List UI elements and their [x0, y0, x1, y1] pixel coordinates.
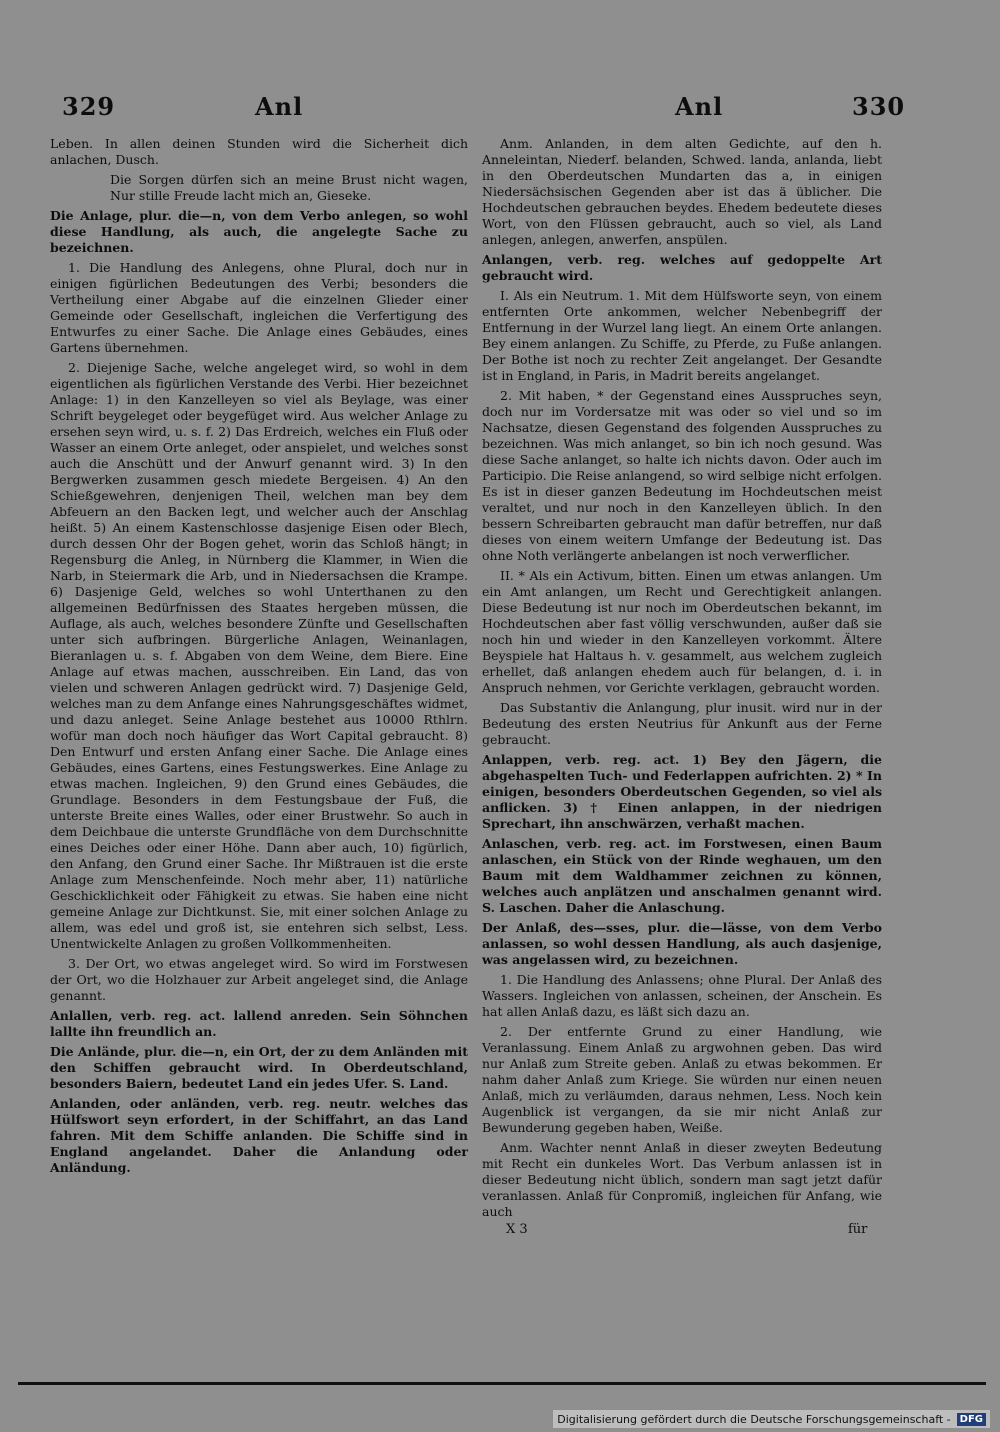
page-number-left: 329	[62, 92, 116, 121]
sense-paragraph: 1. Die Handlung des Anlassens; ohne Plural. Der Anlaß des Wassers. Ingleichen von anlassen, scheinen, der Anschein. Es hat allen Anlaß dazu, es läßt sich dazu an.	[482, 972, 882, 1019]
dictionary-entry: Anlaschen, verb. reg. act. im Forstwesen, einen Baum anlaschen, ein Stück von der Rinde weghauen, um den Baum mit dem Waldhammer zeichnen zu können, welches auch anplätzen und anschalmen genannt wird. S. Laschen. Daher die Anlaschung.	[482, 836, 882, 915]
page-number-right: 330	[852, 92, 906, 121]
sense-paragraph: 2. Der entfernte Grund zu einer Handlung, wie Veranlassung. Einem Anlaß zu argwohnen geben. Das wird nur Anlaß zum Streite geben. Anlaß zu etwas bekommen. Er nahm daher Anlaß zum Kriege. Sie würden nur einen neuen Anlaß, mich zu verläumden, daraus nehmen, Less. Noch kein Augenblick ist vergangen, da sie mir nicht Anlaß zur Bewunderung gegeben haben, Weiße.	[482, 1024, 882, 1135]
right-column	[482, 136, 882, 1224]
note-paragraph: Anm. Wachter nennt Anlaß in dieser zweyten Bedeutung mit Recht ein dunkeles Wort. Das Verbum anlassen ist in dieser Bedeutung nicht üblich, sondern man sagt jetzt dafür veranlassen. Anlaß für Conpromiß, ingleichen für Anfang, wie auch	[482, 1140, 882, 1219]
running-head-right: Anl	[675, 92, 724, 121]
sense-paragraph: 2. Diejenige Sache, welche angeleget wird, so wohl in dem eigentlichen als figürlichen Verstande des Verbi. Hier bezeichnet Anlage: 1) in den Kanzelleyen so viel als Beylage, was einer Schrift beygeleget oder beygefüget wird. Aus welcher Anlage zu ersehen seyn wird, u. s. f. 2) Das Erdreich, welches ein Fluß oder Wasser an einem Orte anleget, oder anspielet, und welches sonst auch die Anschütt und der Anwurf genannt wird. 3) In den Bergwerken zusammen gesch miedete Bergeisen. 4) An den Schießgewehren, denjenigen Theil, welchen man bey dem Abfeuern an den Backen legt, und welcher auch der Anschlag heißt. 5) An einem Kastenschlosse dasjenige Eisen oder Blech, durch dessen Ohr der Bogen gehet, worin das Schloß hängt; in Regensburg die Anleg, in Nürnberg die Klammer, in Wien die Narb, in Steiermark die Arb, und in Niedersachsen die Krampe. 6) Dasjenige Geld, welches so wohl Unterthanen zu den allgemeinen Bedürfnissen des Staates hergeben müssen, die Auflage, als auch, welches besondere Zünfte und Gesellschaften unter sich aufbringen. Bürgerliche Anlagen, Weinanlagen, Bieranlagen u. s. f. Abgaben von dem Weine, dem Biere. Eine Anlage auf etwas machen, ausschreiben. Ein Land, das von vielen und schweren Anlagen gedrückt wird. 7) Dasjenige Geld, welches man zu dem Anfange eines Nahrungsgeschäftes widmet, und dazu anleget. Seine Anlage bestehet aus 10000 Rthlrn. wofür man doch noch häufiger das Wort Capital gebraucht. 8) Den Entwurf und ersten Anfang einer Sache. Die Anlage eines Gebäudes, eines Gartens, eines Festungswerkes. Eine Anlage zu etwas machen. Ingleichen, 9) den Grund eines Gebäudes, die Grundlage. Besonders in dem Festungsbaue der Fuß, die unterste Breite eines Walles, oder einer Brustwehr. So auch in dem Deichbaue die unterste Grundfläche von dem Durchschnitte eines Deiches oder einer Höhe. Dann aber auch, 10) figürlich, den Anfang, den Grund einer Sache. Ihr Mißtrauen ist die erste Anlage zum Menschenfeinde. Noch mehr aber, 11) natürliche Geschicklichkeit oder Fähigkeit zu etwas. Sie haben eine nicht gemeine Anlage zur Dichtkunst. Sie, mit einer solchen Anlage zu allem, was edel und groß ist, sie entehren sich selbst, Less. Unentwickelte Anlagen zu großen Vollkommenheiten.	[50, 360, 468, 951]
note-paragraph: Das Substantiv die Anlangung, plur inusit. wird nur in der Bedeutung des ersten Neutrius für Ankunft aus der Ferne gebraucht.	[482, 700, 882, 747]
note-paragraph: Anm. Anlanden, in dem alten Gedichte, auf den h. Anneleintan, Niederf. belanden, Schwed. landa, anlanda, liebt in den Oberdeutschen Mundarten das a, in einigen Niedersächsischen Gegenden aber ist das ä üblicher. Die Hochdeutschen gebrauchen beydes. Ehedem bedeutete dieses Wort, von den Flüssen gebraucht, auch so viel, als Land anlegen, anlegen, anwerfen, anspülen.	[482, 136, 882, 247]
text-block: Leben. In allen deinen Stunden wird die Sicherheit dich anlachen, Dusch.	[50, 136, 468, 167]
sense-paragraph: I. Als ein Neutrum. 1. Mit dem Hülfsworte seyn, von einem entfernten Orte ankommen, welcher Nebenbegriff der Entfernung in der Wurzel lang liegt. An einem Orte anlangen. Bey einem anlangen. Zu Schiffe, zu Pferde, zu Fuße anlangen. Der Bothe ist noch zu rechter Zeit angelanget. Der Gesandte ist in England, in Paris, in Madrit bereits angelanget.	[482, 288, 882, 383]
footer-text: Digitalisierung gefördert durch die Deutsche Forschungsgemeinschaft -	[557, 1412, 951, 1426]
dfg-logo: DFG	[957, 1413, 986, 1426]
verse-quote: Die Sorgen dürfen sich an meine Brust nicht wagen, Nur stille Freude lacht mich an, Gieseke.	[110, 172, 468, 203]
bottom-rule	[18, 1382, 986, 1385]
dictionary-entry: Anlallen, verb. reg. act. lallend anreden. Sein Söhnchen lallte ihn freundlich an.	[50, 1008, 468, 1039]
left-column	[50, 136, 468, 1180]
sense-paragraph: 1. Die Handlung des Anlegens, ohne Plural, doch nur in einigen figürlichen Bedeutungen des Verbi; besonders die Vertheilung einer Abgabe auf die einzelnen Glieder einer Gemeinde oder Gesellschaft, ingleichen die Verfertigung des Entwurfes zu einer Sache. Die Anlage eines Gebäudes, eines Gartens übernehmen.	[50, 260, 468, 355]
dictionary-entry: Die Anlände, plur. die—n, ein Ort, der zu dem Anländen mit den Schiffen gebraucht wird. In Oberdeutschland, besonders Baiern, bedeutet Land ein jedes Ufer. S. Land.	[50, 1044, 468, 1091]
catchword: für	[848, 1222, 868, 1237]
dictionary-entry: Anlappen, verb. reg. act. 1) Bey den Jägern, die abgehaspelten Tuch- und Federlappen aufrichten. 2) * In einigen, besonders Oberdeutschen Gegenden, so viel als anflicken. 3) † Einen anlappen, in der niedrigen Sprechart, ihn anschwärzen, verhaßt machen.	[482, 752, 882, 831]
dictionary-entry: Die Anlage, plur. die—n, von dem Verbo anlegen, so wohl diese Handlung, als auch, die angelegte Sache zu bezeichnen.	[50, 208, 468, 255]
signature-mark: X 3	[506, 1222, 528, 1237]
dictionary-entry: Anlangen, verb. reg. welches auf gedoppelte Art gebraucht wird.	[482, 252, 882, 283]
running-head-left: Anl	[255, 92, 304, 121]
dictionary-entry: Der Anlaß, des—sses, plur. die—lässe, von dem Verbo anlassen, so wohl dessen Handlung, als auch dasjenige, was angelassen wird, zu bezeichnen.	[482, 920, 882, 967]
sense-paragraph: 3. Der Ort, wo etwas angeleget wird. So wird im Forstwesen der Ort, wo die Holzhauer zur Arbeit angeleget sind, die Anlage genannt.	[50, 956, 468, 1003]
funding-footer	[553, 1410, 990, 1428]
dictionary-entry: Anlanden, oder anländen, verb. reg. neutr. welches das Hülfswort seyn erfordert, in der Schiffahrt, an das Land fahren. Mit dem Schiffe anlanden. Die Schiffe sind in England angelandet. Daher die Anlandung oder Anländung.	[50, 1096, 468, 1175]
sense-paragraph: 2. Mit haben, * der Gegenstand eines Ausspruches seyn, doch nur im Vordersatze mit was oder so viel und so im Nachsatze, diesen Gegenstand des folgenden Ausspruches zu bezeichnen. Was mich anlanget, so bin ich noch gesund. Was diese Sache anlanget, so halte ich nichts davon. Oder auch im Participio. Die Reise anlangend, so wird selbige nicht erfolgen. Es ist in dieser ganzen Bedeutung im Hochdeutschen meist veraltet, und nur noch in den Kanzelleyen üblich. In den bessern Schreibarten gebraucht man dafür betreffen, nur daß dieses von einem weitern Umfange der Bedeutung ist. Das ohne Noth verlängerte anbelangen ist noch verwerflicher.	[482, 388, 882, 563]
sense-paragraph: II. * Als ein Activum, bitten. Einen um etwas anlangen. Um ein Amt anlangen, um Recht und Gerechtigkeit anlangen. Diese Bedeutung ist nur noch im Oberdeutschen bekannt, im Hochdeutschen aber fast völlig verschwunden, außer daß sie noch hin und wieder in den Kanzelleyen vorkommt. Ältere Beyspiele hat Haltaus h. v. gesammelt, aus welchem zugleich erhellet, daß anlangen ehedem auch für belangen, d. i. in Anspruch nehmen, vor Gerichte verklagen, gebraucht worden.	[482, 568, 882, 695]
